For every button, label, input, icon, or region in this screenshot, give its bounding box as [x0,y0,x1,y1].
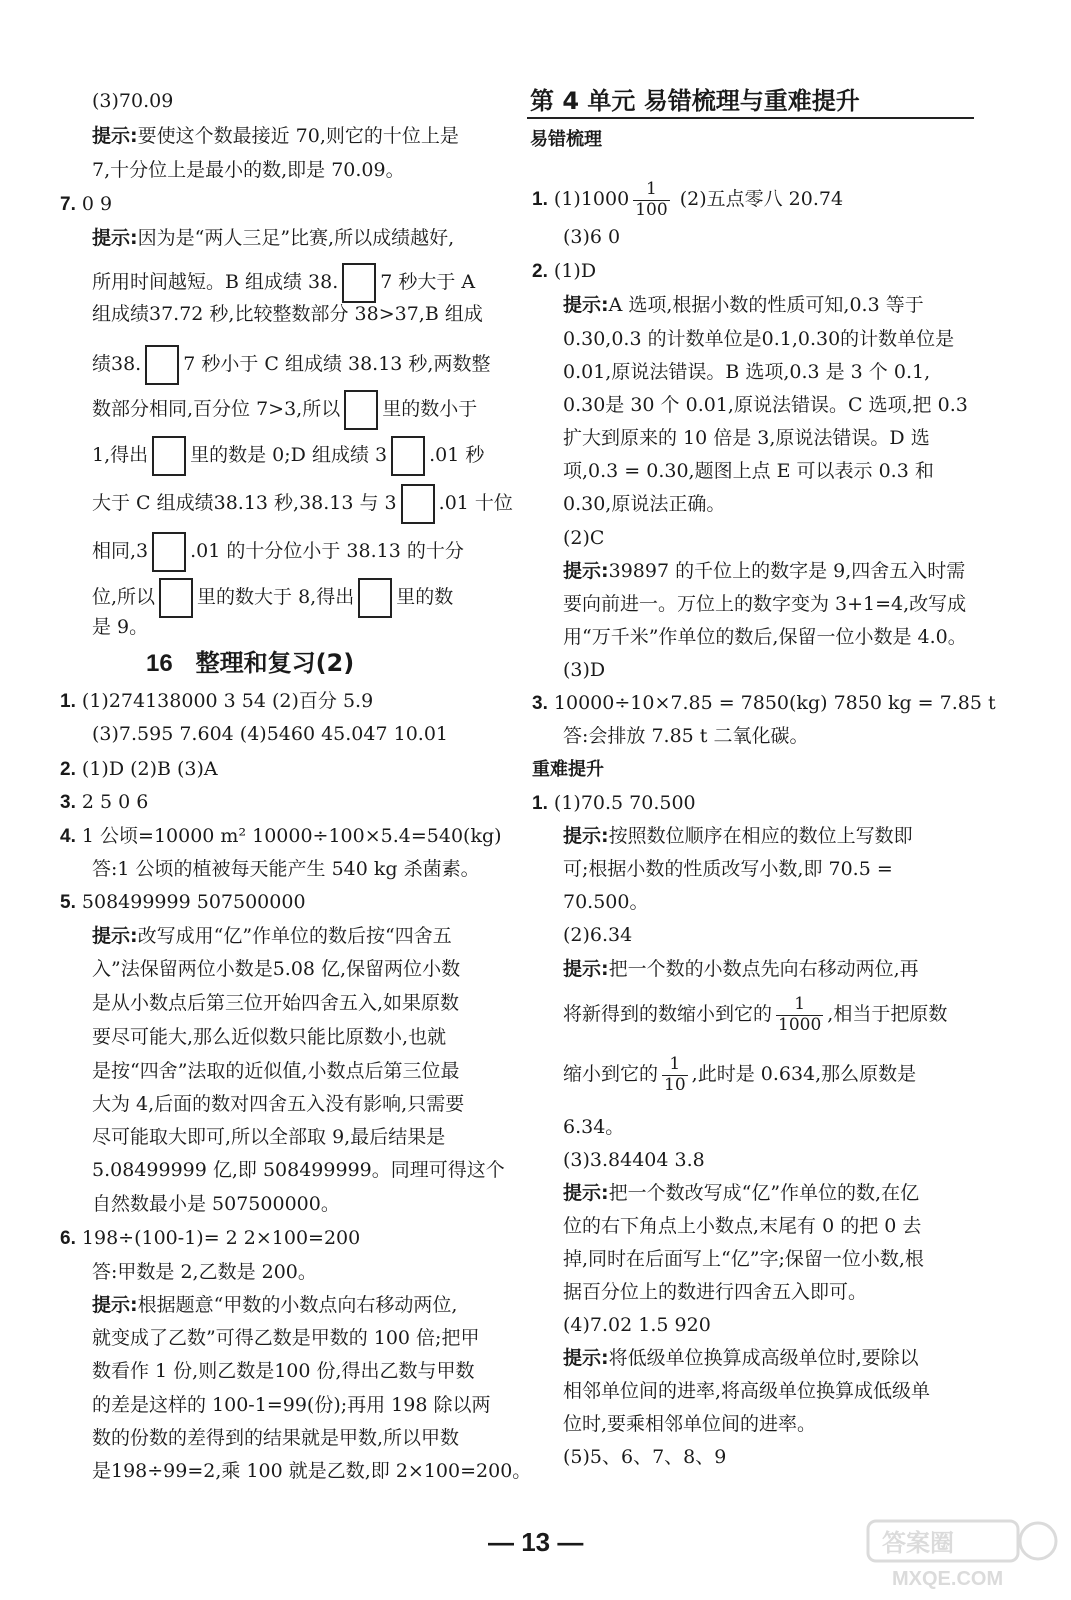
hint-line [92,927,452,946]
hint-text: ,此时是 0.634,那么原数是 [691,1063,917,1086]
hint-line: 位时,要乘相邻单位间的进率。 [563,1413,817,1435]
hint-line: 数看作 1 份,则乙数是100 份,得出乙数与甲数 [92,1360,475,1382]
answer-text: (2)五点零八 20.74 [679,188,844,211]
answer-line [532,262,596,281]
hint-line: 70.500。 [563,891,649,913]
hint-line: 是 9。 [92,616,149,638]
hint-label: 提示: [563,958,609,980]
hint-text: 里的数小于 [382,398,478,420]
answer-text: (1)1000 [553,188,630,211]
question-number: 2. [60,759,76,780]
hint-text: 将低级单位换算成高级单位时,要除以 [608,1347,919,1369]
hint-line: 自然数最小是 507500000。 [92,1193,340,1215]
hint-line: 0.01,原说法错误。B 选项,0.3 是 3 个 0.1, [563,361,931,383]
hint-text: 7 秒小于 C 组成绩 38.13 秒,两数整 [183,353,491,375]
blank-box [152,532,186,572]
hint-line: 位的右下角点上小数点,末尾有 0 的把 0 去 [563,1215,922,1237]
blank-box [358,578,392,618]
hint-line [92,345,490,385]
question-number: 4. [60,826,76,847]
answer-text: 1 公顷=10000 m² 10000÷100×5.4=540(kg) [81,825,502,847]
hint-text: 改写成用“亿”作单位的数后按“四舍五 [137,925,452,947]
answer-text: 198÷(100-1)= 2 2×100=200 [81,1227,361,1249]
answer-line: (3)D [563,659,606,681]
question-number: 1. [532,189,548,211]
section-number: 16 [146,650,173,677]
hint-line [92,532,464,572]
hint-label: 提示: [563,1182,609,1204]
hint-text: 根据题意“甲数的小数点向右移动两位, [137,1294,458,1316]
answer-line: 答:会排放 7.85 t 二氧化碳。 [563,725,809,747]
answer-line: (4)7.02 1.5 920 [563,1314,711,1336]
watermark-logo [862,1515,1062,1593]
hint-line: 相邻单位间的进率,将高级单位换算成低级单 [563,1380,931,1402]
hint-line [92,390,477,430]
hint-line: 0.30是 30 个 0.01,原说法错误。C 选项,把 0.3 [563,394,968,416]
hint-line: 就变成了乙数”可得乙数是甲数的 100 倍;把甲 [92,1327,480,1349]
hint-text: 将新得到的数缩小到它的 [563,1003,773,1026]
hint-line: 是198÷99=2,乘 100 就是乙数,即 2×100=200。 [92,1460,532,1482]
hint-line [563,1055,916,1095]
subsection-heading: 易错梳理 [530,129,602,150]
fraction-numerator: 1 [646,179,657,199]
hint-line: 要尽可能大,那么近似数只能比原数小,也就 [92,1026,447,1048]
hint-text: .01 的十分位小于 38.13 的十分 [190,540,464,562]
hint-line [92,263,475,303]
hint-line: 5.08499999 亿,即 508499999。同理可得这个 [92,1159,505,1181]
answer-line [60,760,218,779]
hint-text: 按照数位顺序在相应的数位上写数即 [608,825,913,847]
answer-line: (3)7.595 7.604 (4)5460 45.047 10.01 [92,723,448,745]
section-heading [146,651,354,676]
hint-line [92,436,484,476]
hint-line [92,578,453,618]
hint-line [92,229,454,248]
fraction [633,180,669,220]
hint-label: 提示: [92,125,138,147]
answer-line [532,794,696,813]
hint-line [563,960,919,979]
answer-line [60,827,502,846]
answer-line: (2)6.34 [563,924,633,946]
fraction-numerator: 1 [794,994,806,1014]
hint-line [563,827,913,846]
question-number: 7. [60,194,76,215]
hint-text: 7 秒大于 A [380,271,476,293]
hint-line: 据百分位上的数进行四舍五入即可。 [563,1281,868,1303]
answer-text: (1)70.5 70.500 [553,792,696,814]
unit-title: 第 4 单元 易错梳理与重难提升 [530,87,860,115]
page-number: — 13 — [488,1527,584,1557]
hint-text: 绩38. [92,353,142,375]
hint-line: 要向前进一。万位上的数字变为 3+1=4,改写成 [563,593,967,615]
blank-box [145,345,179,385]
hint-text: 里的数大于 8,得出 [197,586,355,608]
blank-box [391,436,425,476]
hint-text: 里的数是 0;D 组成绩 3 [190,444,388,466]
answer-line [532,180,843,220]
blank-box [401,484,435,524]
hint-line: 项,0.3 = 0.30,题图上点 E 可以表示 0.3 和 [563,460,934,482]
fraction-numerator: 1 [669,1054,681,1074]
hint-text: 里的数 [396,586,454,608]
question-number: 1. [60,691,76,712]
hint-line [563,1184,919,1203]
hint-line: 组成绩37.72 秒,比较整数部分 38>37,B 组成 [92,303,483,325]
hint-line: 数的份数的差得到的结果就是甲数,所以甲数 [92,1427,460,1449]
title-underline [527,117,974,119]
hint-text: 1,得出 [92,444,149,466]
answer-text: (1)274138000 3 54 (2)百分 5.9 [81,690,374,712]
hint-label: 提示: [563,825,609,847]
hint-label: 提示: [92,925,138,947]
question-number: 2. [532,261,548,282]
question-number: 1. [532,793,548,814]
hint-line: 可;根据小数的性质改写小数,即 70.5 = [563,858,893,880]
hint-line: 0.30,0.3 的计数单位是0.1,0.30的计数单位是 [563,328,955,350]
answer-line [60,893,306,912]
hint-line [563,562,965,581]
fraction-denominator: 1000 [778,1014,822,1035]
question-number: 6. [60,1228,76,1249]
hint-text: 把一个数的小数点先向右移动两位,再 [608,958,919,980]
hint-text: .01 十位 [438,492,513,514]
hint-text: 数部分相同,百分位 7>3,所以 [92,398,341,420]
subsection-heading: 重难提升 [532,759,604,780]
answer-line [60,1229,360,1248]
hint-line: 6.34。 [563,1116,625,1138]
answer-line [60,195,112,214]
hint-text: 位,所以 [92,586,156,608]
blank-box [159,578,193,618]
fraction-denominator: 100 [635,199,668,220]
hint-line: 是从小数点后第三位开始四舍五入,如果原数 [92,992,460,1014]
hint-line: 掉,同时在后面写上“亿”字;保留一位小数,根 [563,1248,924,1270]
hint-line [92,127,459,146]
question-number: 3. [532,693,548,714]
answer-text: (1)D [553,260,597,282]
question-number: 3. [60,792,76,813]
hint-text: 因为是“两人三足”比赛,所以成绩越好, [137,227,455,249]
answer-line [60,692,373,711]
question-number: 5. [60,892,76,913]
answer-text: 0 9 [81,193,113,215]
answer-text: (1)D (2)B (3)A [81,758,218,780]
hint-label: 提示: [92,1294,138,1316]
hint-line: 尽可能取大即可,所以全部取 9,最后结果是 [92,1126,446,1148]
answer-line: (3)70.09 [92,90,174,112]
hint-label: 提示: [563,560,609,582]
blank-box [152,436,186,476]
answer-line: (5)5、6、7、8、9 [563,1446,727,1468]
hint-line: 扩大到原来的 10 倍是 3,原说法错误。D 选 [563,427,930,449]
section-title: 整理和复习(2) [195,649,355,677]
hint-text: A 选项,根据小数的性质可知,0.3 等于 [608,294,924,316]
hint-line: 大为 4,后面的数对四舍五入没有影响,只需要 [92,1093,465,1115]
svg-text:答案圈: 答案圈 [882,1529,954,1557]
hint-text: 大于 C 组成绩38.13 秒,38.13 与 3 [92,492,397,514]
hint-text: .01 秒 [429,444,485,466]
answer-line: 答:甲数是 2,乙数是 200。 [92,1261,317,1283]
hint-line: 7,十分位上是最小的数,即是 70.09。 [92,159,405,181]
hint-text: 39897 的千位上的数字是 9,四舍五入时需 [608,560,966,582]
answer-text: 508499999 507500000 [81,891,306,913]
hint-line: 的差是这样的 100-1=99(份);再用 198 除以两 [92,1394,491,1416]
hint-line: 用“万千米”作单位的数后,保留一位小数是 4.0。 [563,626,967,648]
hint-line [92,1296,457,1315]
hint-label: 提示: [563,294,609,316]
hint-text: 相同,3 [92,540,149,562]
answer-text: 2 5 0 6 [81,791,149,813]
answer-line: (3)3.84404 3.8 [563,1149,705,1171]
answer-line: 答:1 公顷的植被每天能产生 540 kg 杀菌素。 [92,858,480,880]
hint-label: 提示: [563,1347,609,1369]
hint-text: 所用时间越短。B 组成绩 38. [92,271,339,293]
hint-label: 提示: [92,227,138,249]
hint-text: 要使这个数最接近 70,则它的十位上是 [137,125,459,147]
hint-line: 是按“四舍”法取的近似值,小数点后第三位最 [92,1060,460,1082]
hint-line [563,995,947,1035]
hint-line: 入”法保留两位小数是5.08 亿,保留两位小数 [92,958,461,980]
answer-line [60,793,148,812]
fraction [776,995,823,1035]
fraction-denominator: 10 [664,1074,686,1095]
blank-box [342,263,376,303]
hint-line [92,484,513,524]
answer-text: 10000÷10×7.85 = 7850(kg) 7850 kg = 7.85 t [553,692,996,714]
hint-text: ,相当于把原数 [827,1003,948,1026]
hint-line [563,1349,919,1368]
answer-line: (3)6 0 [563,226,621,248]
blank-box [344,390,378,430]
hint-text: 把一个数改写成“亿”作单位的数,在亿 [608,1182,920,1204]
hint-line [563,296,924,315]
svg-text:MXQE.COM: MXQE.COM [892,1568,1004,1590]
answer-line: (2)C [563,527,605,549]
hint-line: 0.30,原说法正确。 [563,493,726,515]
fraction [662,1055,688,1095]
answer-line [532,694,996,713]
hint-text: 缩小到它的 [563,1063,659,1086]
